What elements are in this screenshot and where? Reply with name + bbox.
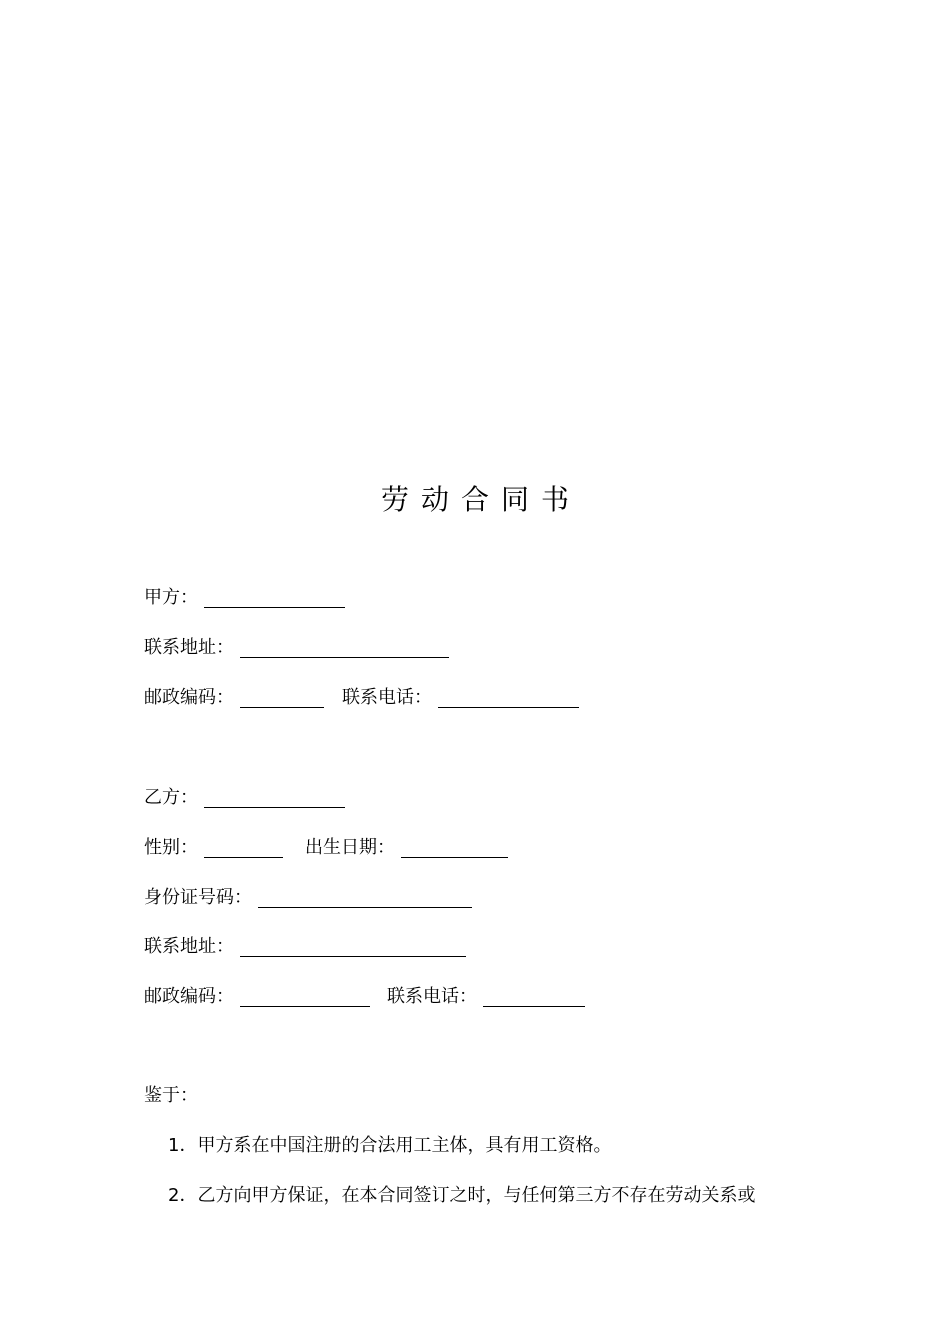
party-a-name-blank[interactable] (204, 589, 345, 608)
party-b-phone-blank[interactable] (483, 988, 585, 1007)
party-b-address-blank[interactable] (240, 938, 466, 957)
party-a-name-label: 甲方： (144, 587, 198, 608)
whereas-item: 1．甲方系在中国注册的合法用工主体，具有用工资格。 (168, 1135, 612, 1156)
party-b-postcode-blank[interactable] (240, 988, 370, 1007)
party-b-name-label: 乙方： (144, 787, 198, 808)
party-b-id-label: 身份证号码： (144, 887, 252, 908)
party-a-address-blank[interactable] (240, 639, 449, 658)
party-b-gender-label: 性别： (144, 837, 198, 858)
party-a-phone-blank[interactable] (438, 689, 579, 708)
party-b-contact-row (144, 984, 585, 1010)
party-b-birth-blank[interactable] (401, 839, 508, 858)
whereas-item: 2．乙方向甲方保证，在本合同签订之时，与任何第三方不存在劳动关系或 (168, 1185, 756, 1206)
party-b-birth-label: 出生日期： (305, 837, 395, 858)
party-b-id-blank[interactable] (258, 889, 472, 908)
party-a-contact-row (144, 685, 579, 711)
party-b-gender-blank[interactable] (204, 839, 283, 858)
party-b-postcode-label: 邮政编码： (144, 986, 234, 1007)
party-b-gender-birth-row (144, 835, 508, 861)
party-b-address-row (144, 934, 466, 960)
party-b-id-row (144, 885, 472, 911)
document-title: 劳动合同书 (380, 483, 581, 516)
party-a-name-row (144, 585, 345, 611)
party-a-postcode-blank[interactable] (240, 689, 324, 708)
party-b-phone-label: 联系电话： (387, 986, 477, 1007)
party-b-name-blank[interactable] (204, 789, 345, 808)
party-a-postcode-label: 邮政编码： (144, 687, 234, 708)
party-b-address-label: 联系地址： (144, 936, 234, 957)
party-a-phone-label: 联系电话： (342, 687, 432, 708)
whereas-heading: 鉴于： (144, 1085, 198, 1106)
party-a-address-row (144, 635, 449, 661)
party-a-address-label: 联系地址： (144, 637, 234, 658)
party-b-name-row (144, 785, 345, 811)
